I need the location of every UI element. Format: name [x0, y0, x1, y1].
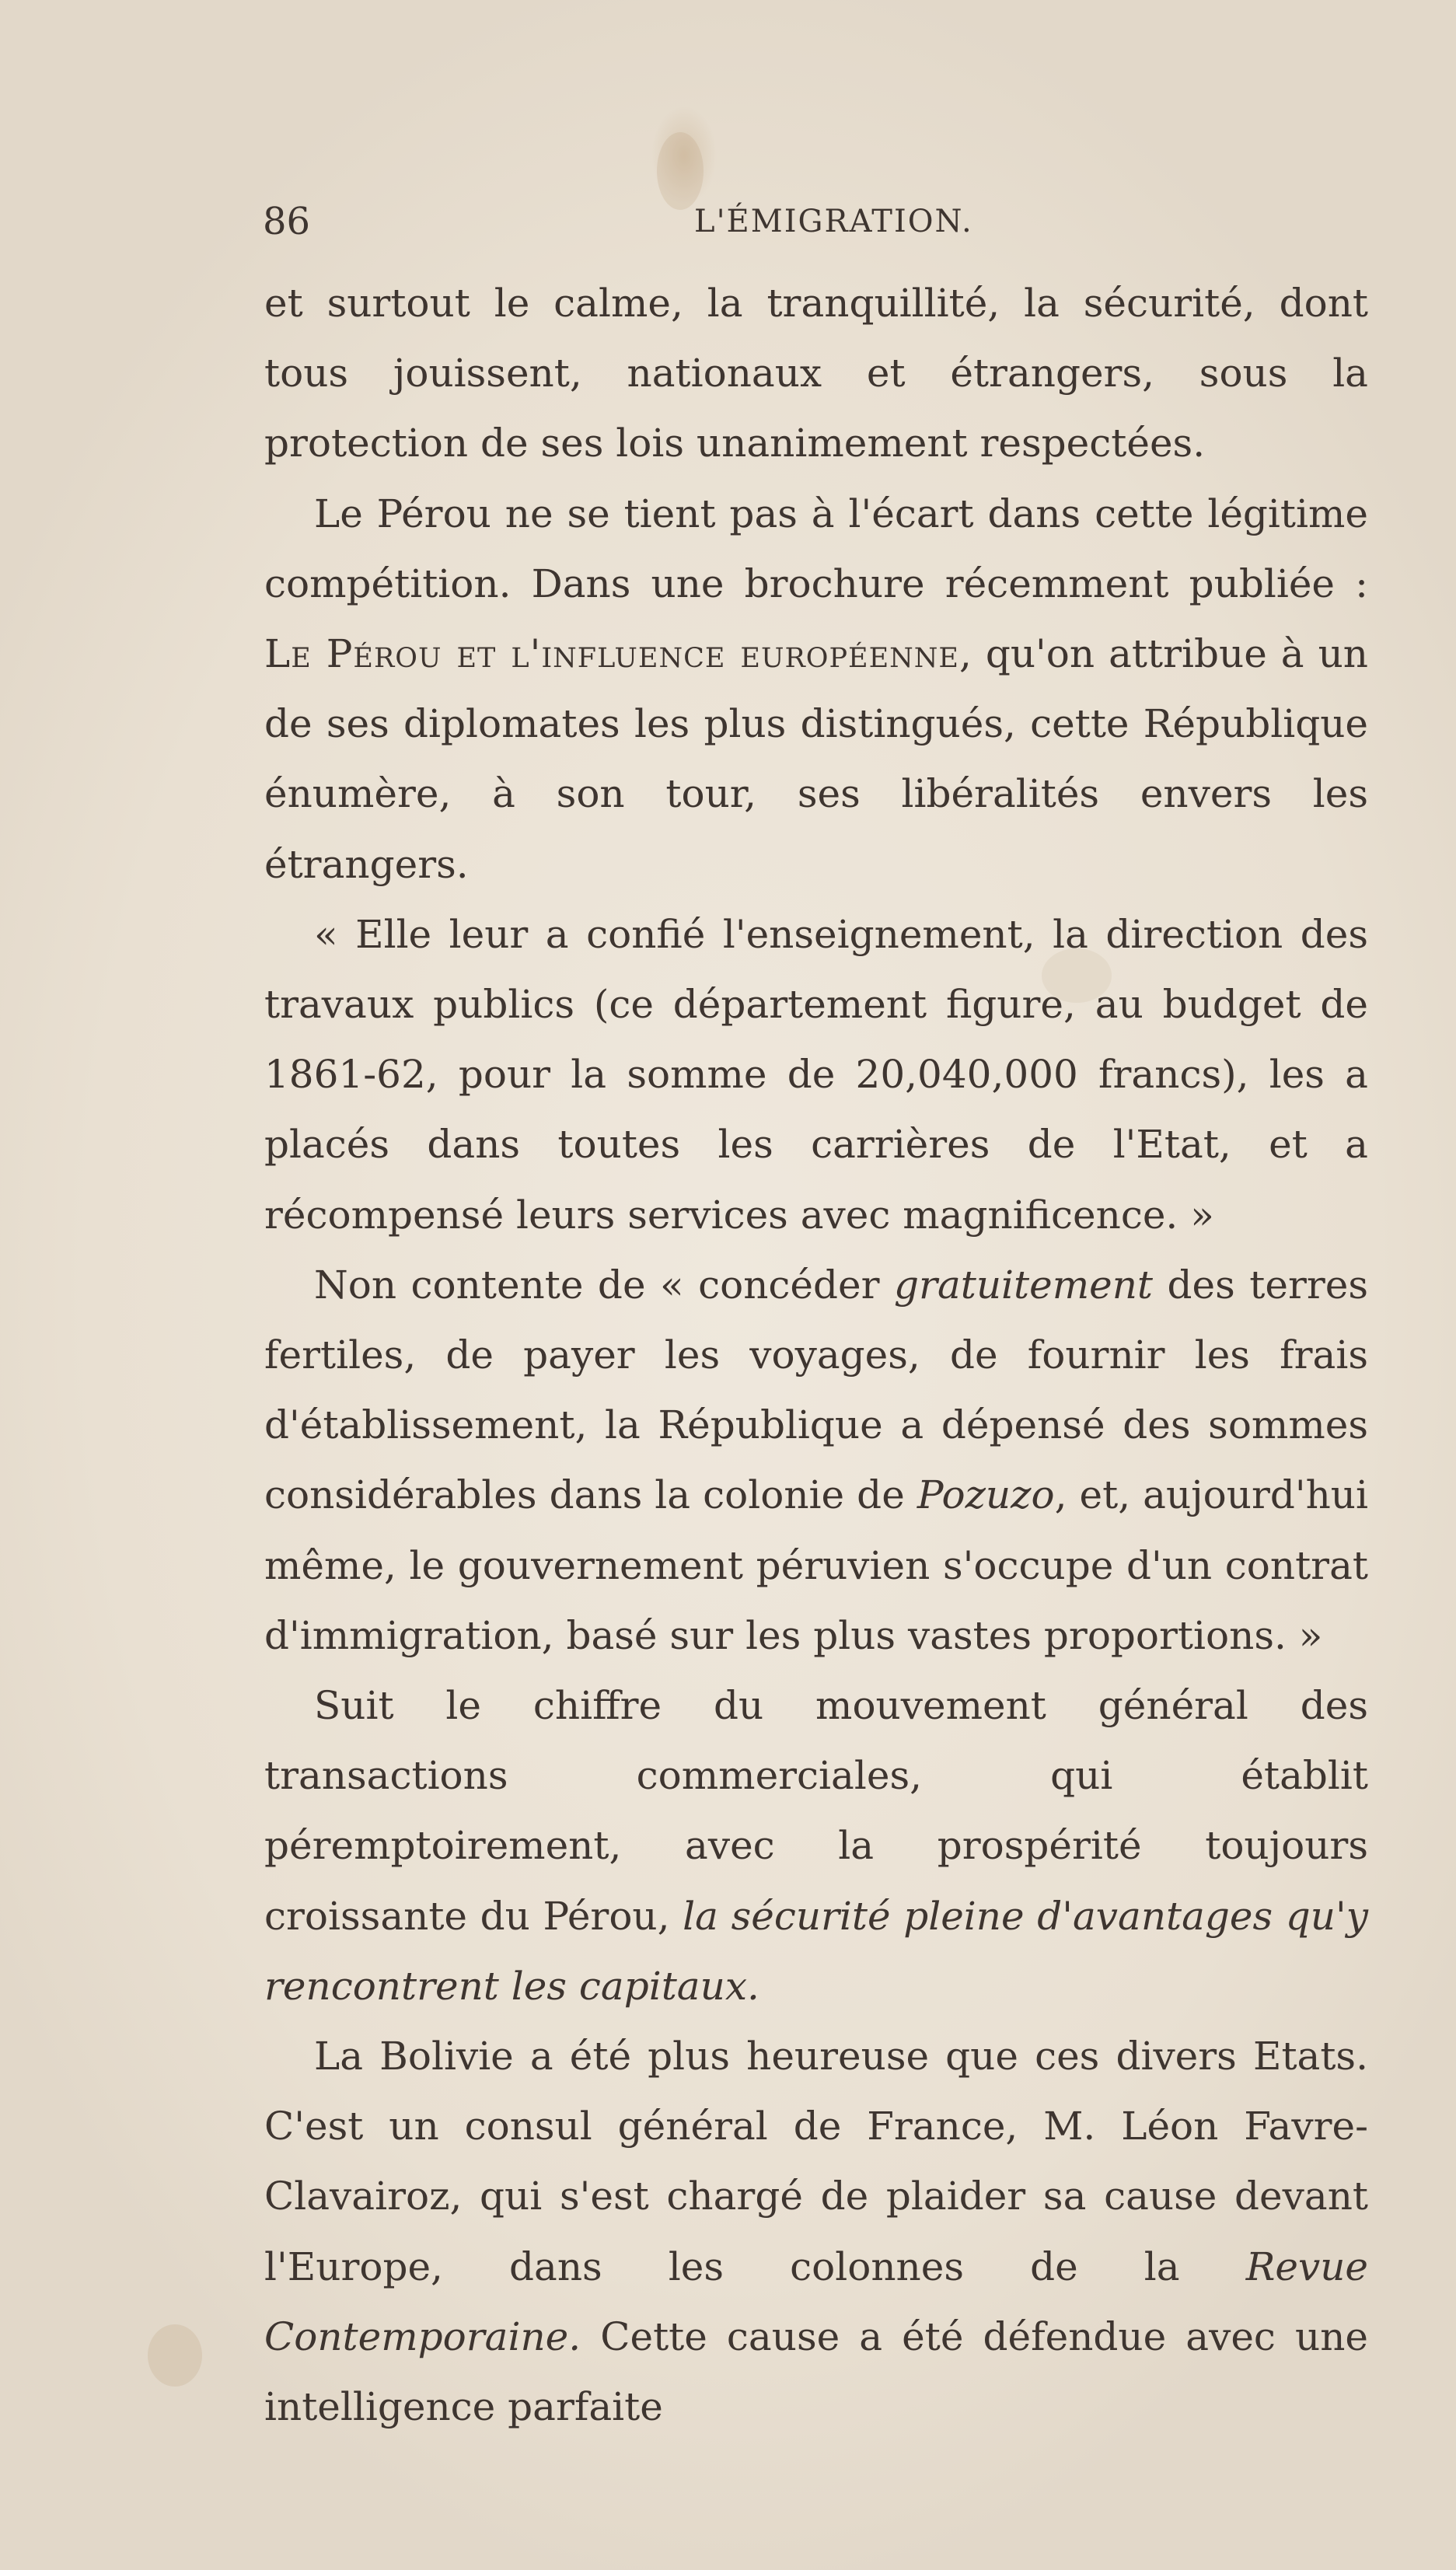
paper-stain: [148, 2324, 202, 2387]
italic-text: gratuitement: [894, 1262, 1154, 1308]
page-header: [263, 198, 1367, 245]
page-number: 86: [263, 200, 311, 243]
paragraph-2: [264, 479, 1368, 899]
italic-text: la sécurité pleine d'avantages qu'y rencontrent les capitaux.: [264, 1893, 1368, 2009]
italic-text: Revue Contemporaine.: [264, 2244, 1368, 2359]
paragraph-1: [264, 268, 1368, 479]
book-title: Le Pérou et l'influence européenne: [264, 631, 959, 677]
running-title: L'ÉMIGRATION.: [694, 204, 973, 239]
paragraph-text: La Bolivie a été plus heureuse que ces divers Etats. C'est un consul général de France, M. Léon Favre-Clavairoz, qui s'est chargé de plaider sa cause devant l'Europe, dans les colonnes de la: [264, 2034, 1368, 2289]
paragraph-text: Cette cause a été défendue avec une intelligence parfaite: [264, 2313, 1368, 2430]
paragraph-text: Non contente de « concéder: [314, 1262, 895, 1308]
paragraph-text: Le Pérou ne se tient pas à l'écart dans cette légitime compétition. Dans une brochure récemment publiée :: [264, 491, 1368, 606]
paragraph-6: [264, 2021, 1368, 2442]
paragraph-4: [264, 1250, 1368, 1671]
paragraph-text: « Elle leur a confié l'enseignement, la direction des travaux publics (ce département figure, au budget de 1861-62, pour la somme de 20,040,000 francs), les a placés dans toutes les carrières de l'Etat, et a récompensé leurs services avec magnificence. »: [264, 911, 1368, 1238]
body-text: [264, 268, 1368, 2442]
paragraph-text: , et, aujourd'hui même, le gouvernement péruvien s'occupe d'un contrat d'immigration, basé sur les plus vastes proportions. »: [264, 1472, 1369, 1658]
paragraph-3: [264, 899, 1368, 1250]
paragraph-text: et surtout le calme, la tranquillité, la sécurité, dont tous jouissent, nationaux et étrangers, sous la protection de ses lois unanimement respectées.: [264, 281, 1368, 466]
paragraph-text: , qu'on attribue à un de ses diplomates les plus distingués, cette République énumère, à son tour, ses libéralités envers les étrangers.: [264, 631, 1368, 887]
italic-text: Pozuzo: [917, 1472, 1055, 1518]
paragraph-5: [264, 1671, 1368, 2021]
paragraph-text: des terres fertiles, de payer les voyages, de fournir les frais d'établissement, la République a dépensé des sommes considérables dans la colonie de: [264, 1262, 1369, 1518]
paragraph-text: Suit le chiffre du mouvement général des transactions commerciales, qui établit péremptoirement, avec la prospérité toujours croissante du Pérou,: [264, 1683, 1368, 1939]
